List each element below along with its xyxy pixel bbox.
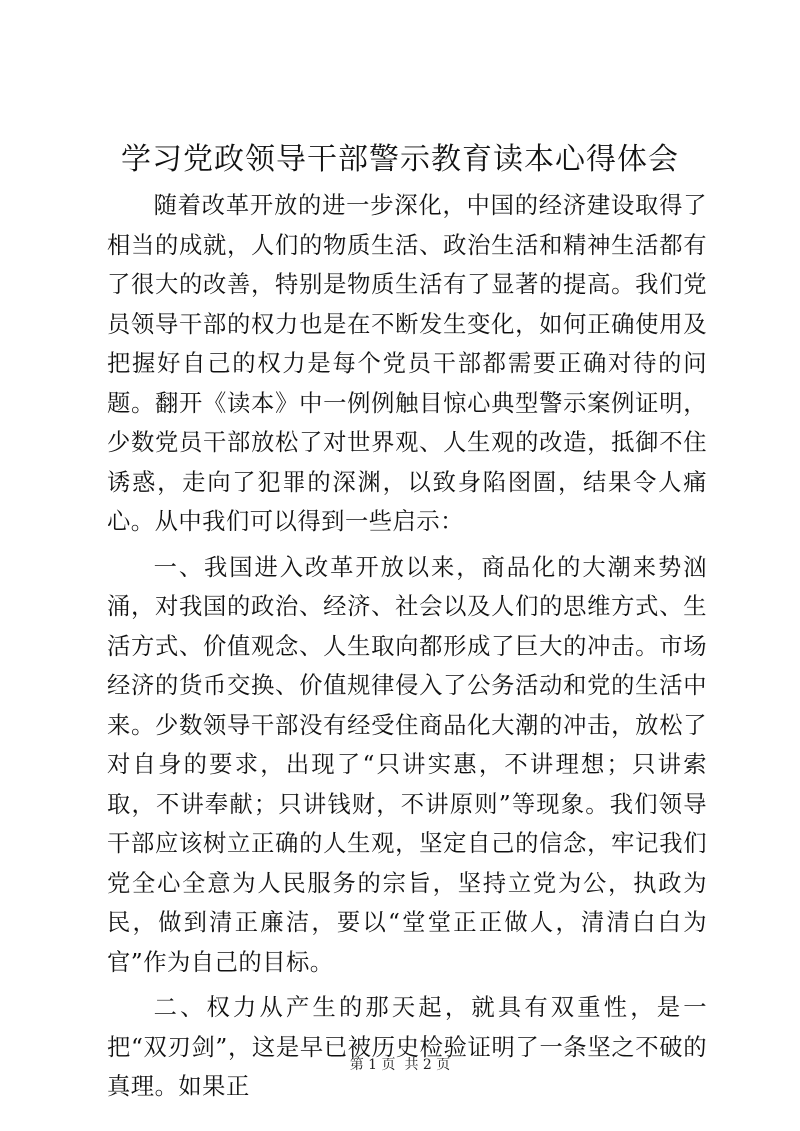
paragraph-point-one: 一、我国进入改革开放以来，商品化的大潮来势汹涌，对我国的政治、经济、社会以及人们的思维方式、生活方式、价值观念、人生取向都形成了巨大的冲击。市场经济的货币交换、价值规律侵入了公务活动和党的生活中来。少数领导干部没有经受住商品化大潮的冲击，放松了对自身的要求，出现了“只讲实惠，不讲理想；只讲索取，不讲奉献；只讲钱财，不讲原则”等现象。我们领导干部应该树立正确的人生观，坚定自己的信念，牢记我们党全心全意为人民服务的宗旨，坚持立党为公，执政为民，做到清正廉洁，要以“堂堂正正做人，清清白白为官”作为自己的目标。 — [107, 553, 707, 976]
document-body — [107, 186, 707, 1107]
document-title: 学习党政领导干部警示教育读本心得体会 — [121, 142, 679, 177]
paragraph-point-two: 二、权力从产生的那天起，就具有双重性，是一把“双刃剑”，这是早已被历史检验证明了一条坚之不破的真理。如果正 — [107, 994, 707, 1100]
paragraph-intro: 随着改革开放的进一步深化，中国的经济建设取得了相当的成就，人们的物质生活、政治生活和精神生活都有了很大的改善，特别是物质生活有了显著的提高。我们党员领导干部的权力也是在不断发生变化，如何正确使用及把握好自己的权力是每个党员干部都需要正确对待的问题。翻开《读本》中一例例触目惊心典型警示案例证明，少数党员干部放松了对世界观、人生观的改造，抵御不住诱惑，走向了犯罪的深渊，以致身陷囹圄，结果令人痛心。从中我们可以得到一些启示： — [107, 192, 707, 535]
page-number-footer: 第 1 页 共 2 页 — [349, 1057, 451, 1073]
